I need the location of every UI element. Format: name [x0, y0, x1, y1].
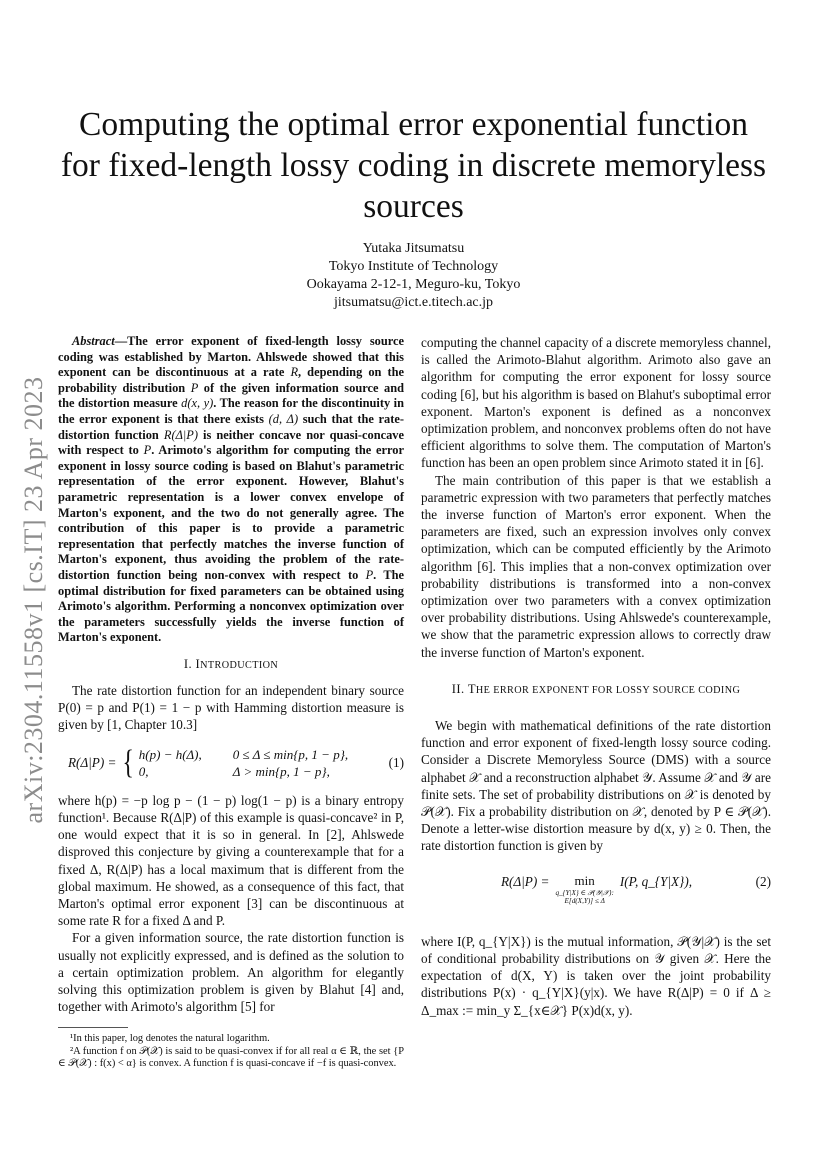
abstract-text-2: , depending on the probability distribution [58, 365, 404, 395]
abstract-label: Abstract [72, 334, 115, 348]
section-numeral: I. [183, 656, 196, 671]
author-name: Yutaka Jitsumatsu [362, 241, 465, 256]
intro-paragraph-2: where h(p) = −p log p − (1 − p) log(1 − p) is a binary entropy function¹. Because R(Δ|P) of this example is quasi-concave² in P, one would expect that it is so in general. In [2], Ahlswede disproved this conjecture by giving a counterexample that for a fixed Δ, R(Δ|P) has a local maximum that is different from the global maximum. He showed, as a consequence of this fact, that Marton's optimal error exponent [3] can be discontinuous at some rate R for a fixed Δ and P. [58, 792, 404, 929]
equation-1-case-2 [139, 763, 348, 780]
equation-1-case-2-expr: 0, [138, 763, 149, 779]
author-email: jitsumatsu@ict.e.titech.ac.jp [333, 295, 494, 310]
footnote-divider [58, 1027, 128, 1028]
equation-1-brace: { [122, 743, 135, 781]
abstract-text-8: . The optimal distribution for fixed parameters can be obtained using Arimoto's algorithm. Performing a nonconvex optimization over the parameters successfully yields the inverse function of Marton's exponent. [58, 567, 404, 645]
section-heading-introduction [58, 656, 404, 674]
equation-1-lhs: R(Δ|P) = [68, 755, 117, 771]
section-heading-error-exponent [421, 681, 771, 699]
equation-2 [421, 867, 771, 923]
section-title-rest: NTRODUCTION [200, 659, 279, 671]
equation-2-rhs: I(P, q_{Y|X}), [619, 873, 693, 889]
paper-title: Computing the optimal error exponential function for fixed-length lossy coding in discrete memoryless sources [60, 106, 767, 225]
abstract [58, 334, 404, 646]
right-paragraph-2: The main contribution of this paper is that we establish a parametric expression with two parameters that perfectly matches the inverse function of Marton's error exponent. When the parameters are fixed, such an expression involves only convex optimization, which can be computed efficiently by the Arimoto algorithm [6]. This implies that a non-convex optimization over probability distributions is transformed into a non-convex optimization over two parameters with a convex optimization over probability distributions. Using Ahlswede's counterexample, we show that the parametric expression allows to correctly draw the inverse function of Marton's exponent. [421, 472, 771, 660]
abstract-text-5: such that the rate-distortion function [58, 411, 404, 442]
equation-1-case-1-expr: h(p) − h(Δ), [138, 746, 202, 762]
section-2-title-rest: HE ERROR EXPONENT FOR LOSSY SOURCE CODING [475, 684, 741, 696]
abstract-math-P3: P [365, 567, 374, 582]
author-block [200, 240, 627, 312]
right-paragraph-1: computing the channel capacity of a discrete memoryless channel, is called the Arimoto-Blahut algorithm. Arimoto also gave an algorithm for computing the error exponent for lossy source coding [6], but his algorithm is based on Blahut's suboptimal error exponent. Marton's exponent is defined as a nonconvex optimization problem, and nonconvex problems often do not have efficient algorithms to solve them. The computation of Marton's function has been an open problem since Arimoto stated it in [6]. [421, 335, 771, 471]
equation-1-case-1 [139, 746, 348, 763]
equation-1-number: (1) [388, 754, 404, 770]
equation-2-min-block [555, 867, 613, 906]
abstract-math-d-delta: (d, Δ) [268, 411, 299, 426]
arxiv-stamp: arXiv:2304.11558v1 [cs.IT] 23 Apr 2023 [19, 376, 48, 824]
equation-2-number: (2) [755, 873, 771, 889]
abstract-text-6: is neither concave nor quasi-concave with respect to [58, 427, 405, 458]
equation-2-min: min [574, 872, 595, 888]
intro-paragraph-3: For a given information source, the rate distortion function is usually not explicitly expressed, and is defined as the solution to a certain optimization problem. An algorithm for elegantly solving this optimization problem is given by Blahut [4] and, together with Arimoto's algorithm [5] for [58, 930, 404, 1015]
equation-2-lhs: R(Δ|P) = [501, 873, 550, 889]
abstract-text-3: of the given information source and the distortion measure [58, 380, 404, 411]
footnote-2: ²A function f on 𝒫(𝒳) is said to be quasi-convex if for all real α ∈ ℝ, the set {P ∈ 𝒫(𝒳) : f(x) < α} is convex. A function f is quasi-concave if −f is quasi-convex. [58, 1045, 404, 1070]
abstract-text-7: . Arimoto's algorithm for computing the error exponent in lossy source coding is based on Blahut's parametric representation of the error exponent. However, Blahut's parametric representation is a lower convex envelope of Marton's exponent, and the two do not generally agree. The contribution of this paper is to provide a parametric representation that perfectly matches the inverse function of Marton's exponent, thus avoiding the problem of the rate-distortion function being non-convex with respect to [58, 443, 405, 582]
author-address: Ookayama 2-12-1, Meguro-ku, Tokyo [306, 277, 521, 292]
abstract-math-R: R [290, 365, 299, 380]
abstract-math-P2: P [143, 443, 152, 458]
equation-2-subscript-1: q_{Y|X} ∈ 𝒫(𝒴|𝒳): [555, 888, 614, 897]
section-2-numeral: II. [451, 681, 468, 696]
equation-1 [58, 743, 404, 783]
right-column [421, 334, 771, 1019]
abstract-math-dxy: d(x, y) [181, 396, 214, 411]
author-affiliation: Tokyo Institute of Technology [328, 259, 499, 274]
section-2-title-initial: T [467, 681, 476, 696]
equation-1-cases [139, 746, 348, 780]
equation-2-subscript-2: E[d(X,Y)] ≤ Δ [564, 897, 605, 906]
equation-1-case-1-cond: 0 ≤ Δ ≤ min{p, 1 − p}, [232, 746, 349, 762]
right-paragraph-3: We begin with mathematical definitions of the rate distortion function and error exponent of fixed-length lossy source coding. Consider a Discrete Memoryless Source (DMS) with a source alphabet 𝒳 and a reconstruction alphabet 𝒴. Assume 𝒳 and 𝒴 are finite sets. The set of probability distributions on 𝒳 is denoted by 𝒫(𝒳). Fix a probability distribution on 𝒳, denoted by P ∈ 𝒫(𝒳). Denote a letter-wise distortion measure by d(x, y) ≥ 0. Then, the rate distortion function is given by [421, 718, 771, 854]
abstract-text-4: . The reason for the discontinuity in the error exponent is that there exists [58, 396, 404, 426]
abstract-text-1: —The error exponent of fixed-length lossy source coding was established by Marton. Ahlswede showed that this exponent can be discontinuous at a rate [58, 334, 404, 380]
equation-1-case-2-cond: Δ > min{p, 1 − p}, [232, 763, 330, 779]
abstract-math-rdp: R(Δ|P) [163, 427, 198, 442]
right-paragraph-4: where I(P, q_{Y|X}) is the mutual information, 𝒫(𝒴|𝒳) is the set of conditional probability distributions on 𝒴 given 𝒳. Here the expectation of d(X, Y) is taken over the joint probability distributions P(x) · q_{Y|X}(y|x). We have R(Δ|P) = 0 if Δ ≥ Δ_max := min_y Σ_{x∈𝒳} P(x)d(x, y). [421, 933, 771, 1018]
section-title-initial: I [195, 656, 201, 671]
abstract-math-P: P [190, 380, 199, 395]
intro-paragraph-1: The rate distortion function for an independent binary source P(0) = p and P(1) = 1 − p with Hamming distortion measure is given by [1, Chapter 10.3] [58, 683, 404, 733]
footnote-1: ¹In this paper, log denotes the natural logarithm. [70, 1033, 270, 1045]
left-column [58, 334, 404, 1071]
